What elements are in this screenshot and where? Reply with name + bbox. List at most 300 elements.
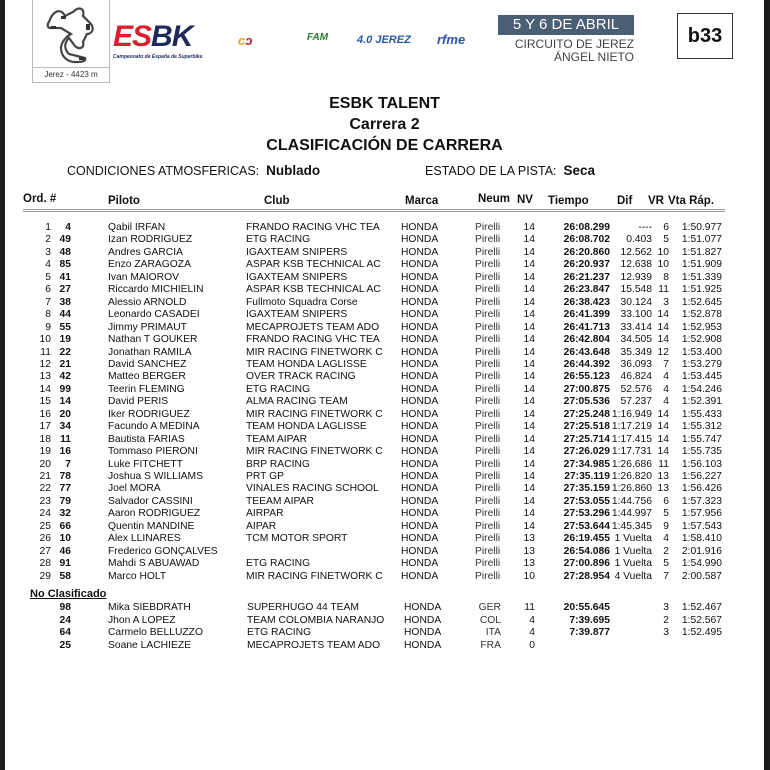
laps: 14 xyxy=(523,483,535,495)
manufacturer: HONDA xyxy=(401,495,439,507)
team-name: MIR RACING FINETWORK C xyxy=(246,346,383,358)
col-neum: Neum xyxy=(478,193,510,205)
laps: 13 xyxy=(523,545,535,557)
laps: 14 xyxy=(523,358,535,370)
gap: 1:17.415 xyxy=(611,433,652,445)
bike-number: 77 xyxy=(59,483,71,495)
bike-number: 98 xyxy=(59,602,71,613)
tyre-or-nation: FRA xyxy=(480,640,501,652)
result-row xyxy=(5,409,764,422)
position: 21 xyxy=(39,471,51,482)
position: 4 xyxy=(45,259,51,271)
table-header xyxy=(5,190,764,210)
total-time: 27:53.055 xyxy=(563,495,610,507)
total-time: 27:53.644 xyxy=(563,520,610,532)
manufacturer: HONDA xyxy=(401,520,439,532)
result-row xyxy=(5,371,764,384)
best-lap-time: 1:51.339 xyxy=(681,271,722,283)
gap: 1:17.219 xyxy=(611,421,652,433)
best-lap-number: 13 xyxy=(657,483,669,495)
result-row xyxy=(5,558,764,571)
weather-label: CONDICIONES ATMOSFERICAS: xyxy=(67,164,260,178)
gap: 12.638 xyxy=(620,259,652,271)
document-code: b33 xyxy=(677,13,733,59)
bike-number: 66 xyxy=(59,520,71,532)
manufacturer: HONDA xyxy=(401,284,439,296)
best-lap-number: 5 xyxy=(663,558,669,570)
laps: 14 xyxy=(523,433,535,445)
total-time: 26:23.847 xyxy=(563,284,610,296)
col-marca: Marca xyxy=(405,195,439,207)
manufacturer: HONDA xyxy=(401,421,439,433)
tyre-or-nation: Pirelli xyxy=(475,558,501,570)
team-name: OVER TRACK RACING xyxy=(246,371,356,383)
tyre-or-nation: GER xyxy=(478,602,501,613)
result-row xyxy=(5,247,764,260)
laps: 14 xyxy=(523,508,535,520)
gap: 1 Vuelta xyxy=(614,558,652,570)
laps: 14 xyxy=(523,421,535,433)
bike-number: 25 xyxy=(59,640,71,652)
weather-condition xyxy=(67,163,320,178)
bike-number: 48 xyxy=(59,246,71,258)
tyre-or-nation: Pirelli xyxy=(475,446,501,458)
rider-name: Alex LLINARES xyxy=(108,533,181,545)
tyre-or-nation: Pirelli xyxy=(475,495,501,507)
best-lap-number: 11 xyxy=(658,284,669,296)
tyre-or-nation: Pirelli xyxy=(475,246,501,258)
not-classified-row xyxy=(5,615,764,628)
manufacturer: HONDA xyxy=(404,627,442,639)
best-lap-time: 1:51.827 xyxy=(681,246,722,258)
position: 13 xyxy=(39,371,51,383)
total-time: 26:42.804 xyxy=(563,334,610,346)
gap: 12.562 xyxy=(620,246,652,258)
rider-name: Matteo BERGER xyxy=(108,371,186,383)
bike-number: 55 xyxy=(59,321,71,333)
best-lap-number: 12 xyxy=(657,346,669,358)
manufacturer: HONDA xyxy=(401,396,439,408)
best-lap-time: 1:58.410 xyxy=(681,533,722,545)
best-lap-time: 1:53.400 xyxy=(681,346,722,358)
team-name: MIR RACING FINETWORK C xyxy=(246,408,383,420)
result-row xyxy=(5,222,764,235)
tyre-or-nation: Pirelli xyxy=(475,421,501,433)
total-time: 27:35.159 xyxy=(563,483,610,495)
team-name: MÉCAPROJETS TEAM ADO xyxy=(247,640,381,652)
result-row xyxy=(5,546,764,559)
position: 19 xyxy=(39,446,51,458)
bike-number: 41 xyxy=(59,271,71,283)
rider-name: Bautista FARIAS xyxy=(108,433,185,445)
total-time: 27:53.296 xyxy=(563,508,610,520)
gap: 12.939 xyxy=(620,271,652,283)
team-name: FRANDO RACING VHC TEA xyxy=(246,334,380,346)
position: 29 xyxy=(39,570,51,582)
gap: 1:26.686 xyxy=(611,458,652,470)
gap: 33.100 xyxy=(620,309,652,321)
tyre-or-nation: COL xyxy=(479,614,501,626)
rider-name: Ivan MAIOROV xyxy=(108,271,179,283)
team-name: ASPAR KSB TECHNICAL AC xyxy=(246,259,381,271)
bike-number: 7 xyxy=(65,458,71,470)
laps: 14 xyxy=(523,446,535,458)
tyre-or-nation: Pirelli xyxy=(475,383,501,395)
manufacturer: HONDA xyxy=(401,483,439,495)
laps: 13 xyxy=(523,533,535,545)
gap: 33.414 xyxy=(620,321,652,333)
laps: 14 xyxy=(523,246,535,258)
total-time: 27:25.714 xyxy=(563,433,610,445)
tyre-or-nation: Pirelli xyxy=(475,296,501,308)
rider-name: Facundo A MEDINA xyxy=(108,421,200,433)
bike-number: 49 xyxy=(59,234,71,246)
bike-number: 44 xyxy=(59,309,71,321)
result-row xyxy=(5,496,764,509)
total-time: 26:43.648 xyxy=(563,346,610,358)
tyre-or-nation: Pirelli xyxy=(475,508,501,520)
bike-number: 34 xyxy=(59,421,71,433)
total-time: 27:28.954 xyxy=(563,570,610,582)
result-row xyxy=(5,272,764,285)
result-row xyxy=(5,259,764,272)
manufacturer: HONDA xyxy=(404,602,442,613)
document-titles xyxy=(5,93,764,156)
best-lap-number: 3 xyxy=(663,602,669,613)
laps: 14 xyxy=(523,284,535,296)
tyre-or-nation: Pirelli xyxy=(475,520,501,532)
rider-name: Frederico GONÇALVES xyxy=(108,545,218,557)
team-name: TEAM COLOMBIA NARANJO xyxy=(247,614,385,626)
team-name: TEAM AIPAR xyxy=(246,433,308,445)
gap: 57.237 xyxy=(620,396,652,408)
total-time: 26:44.392 xyxy=(563,358,610,370)
bike-number: 64 xyxy=(59,627,71,639)
rider-name: Andres GARCIA xyxy=(108,246,183,258)
best-lap-time: 1:55.433 xyxy=(681,408,722,420)
tyre-or-nation: Pirelli xyxy=(475,545,501,557)
bike-number: 19 xyxy=(59,334,71,346)
team-name: BRP RACING xyxy=(246,458,310,470)
manufacturer: HONDA xyxy=(401,458,439,470)
csd-logo: cɔ xyxy=(238,33,253,48)
position: 17 xyxy=(39,421,51,433)
bike-number: 78 xyxy=(59,471,71,482)
tyre-or-nation: Pirelli xyxy=(475,396,501,408)
best-lap-number: 7 xyxy=(663,358,669,370)
gap: 1:26.820 xyxy=(611,471,652,482)
rider-name: Joshua S WILLIAMS xyxy=(108,471,203,482)
result-row xyxy=(5,347,764,360)
tyre-or-nation: Pirelli xyxy=(475,533,501,545)
track-caption: Jerez - 4423 m xyxy=(33,67,109,82)
team-name: ETG RACING xyxy=(246,383,311,395)
rider-name: Salvador CASSINI xyxy=(108,495,193,507)
best-lap-time: 1:57.956 xyxy=(681,508,722,520)
gap: 1 Vuelta xyxy=(614,533,652,545)
team-name: PRT GP xyxy=(246,471,284,482)
team-name: IGAXTEAM SNIPERS xyxy=(246,309,348,321)
rider-name: Alessio ARNOLD xyxy=(108,296,187,308)
total-time: 26:21.237 xyxy=(563,271,610,283)
result-row xyxy=(5,446,764,459)
team-name: AIPAR xyxy=(246,520,277,532)
total-time: 7:39.695 xyxy=(569,614,610,626)
laps: 4 xyxy=(529,627,535,639)
position: 27 xyxy=(39,545,51,557)
total-time: 27:26.029 xyxy=(563,446,610,458)
position: 11 xyxy=(40,346,51,358)
total-time: 27:00.875 xyxy=(563,383,610,395)
rider-name: David PERIS xyxy=(108,396,169,408)
best-lap-time: 1:52.567 xyxy=(681,614,722,626)
result-row xyxy=(5,384,764,397)
best-lap-time: 2:00.587 xyxy=(681,570,722,582)
tyre-or-nation: Pirelli xyxy=(475,259,501,271)
result-row xyxy=(5,284,764,297)
best-lap-time: 1:52.908 xyxy=(681,334,722,346)
result-row xyxy=(5,434,764,447)
best-lap-time: 1:52.391 xyxy=(681,396,722,408)
tyre-or-nation: Pirelli xyxy=(475,570,501,582)
manufacturer: HONDA xyxy=(401,371,439,383)
best-lap-number: 14 xyxy=(657,408,669,420)
bike-number: 14 xyxy=(59,396,71,408)
result-row xyxy=(5,483,764,496)
team-name: SUPERHUGO 44 TEAM xyxy=(247,602,359,613)
best-lap-number: 14 xyxy=(657,421,669,433)
best-lap-number: 9 xyxy=(663,520,669,532)
rider-name: Riccardo MICHIELIN xyxy=(108,284,204,296)
position: 5 xyxy=(45,271,51,283)
rider-name: Jonathan RAMILA xyxy=(108,346,192,358)
bike-number: 58 xyxy=(59,570,71,582)
laps: 14 xyxy=(523,495,535,507)
total-time: 26:20.860 xyxy=(563,246,610,258)
best-lap-number: 4 xyxy=(663,383,669,395)
best-lap-number: 14 xyxy=(657,309,669,321)
col-club: Club xyxy=(264,195,290,207)
laps: 13 xyxy=(523,558,535,570)
manufacturer: HONDA xyxy=(401,471,439,482)
position: 25 xyxy=(39,520,51,532)
laps: 14 xyxy=(523,471,535,482)
team-name: ALMA RACING TEAM xyxy=(246,396,348,408)
best-lap-time: 1:56.227 xyxy=(681,471,722,482)
rider-name: Tommaso PIERONI xyxy=(108,446,198,458)
category-title: ESBK TALENT xyxy=(329,95,440,112)
bike-number: 32 xyxy=(59,508,71,520)
results-document xyxy=(5,0,764,770)
gap: 1:45.345 xyxy=(611,520,652,532)
result-row xyxy=(5,359,764,372)
result-row xyxy=(5,459,764,472)
team-name: TEAM HONDA LAGLISSE xyxy=(246,358,367,370)
total-time: 27:34.985 xyxy=(563,458,610,470)
position: 26 xyxy=(39,533,51,545)
best-lap-number: 14 xyxy=(657,334,669,346)
gap: 1:17.731 xyxy=(611,446,652,458)
rider-name: Mahdi S ABUAWAD xyxy=(108,558,200,570)
col-nv: NV xyxy=(517,194,533,206)
esbk-logo: ESBK Campeonato de España de Superbike xyxy=(113,22,225,62)
laps: 14 xyxy=(523,234,535,246)
bike-number: 91 xyxy=(59,558,71,570)
total-time: 26:08.299 xyxy=(563,222,610,233)
rfme-logo: rfme xyxy=(437,32,466,47)
col-piloto: Piloto xyxy=(108,195,140,207)
event-date: 5 Y 6 DE ABRIL xyxy=(498,15,634,35)
total-time: 26:55.123 xyxy=(563,371,610,383)
best-lap-time: 1:52.645 xyxy=(681,296,722,308)
best-lap-time: 1:51.925 xyxy=(681,284,722,296)
best-lap-number: 4 xyxy=(663,396,669,408)
team-name: TCM MOTOR SPORT xyxy=(246,533,348,545)
tyre-or-nation: Pirelli xyxy=(475,483,501,495)
rider-name: Nathan T GOUKER xyxy=(108,334,198,346)
best-lap-time: 1:53.279 xyxy=(681,358,722,370)
manufacturer: HONDA xyxy=(401,346,439,358)
gap: 1:44.756 xyxy=(611,495,652,507)
tyre-or-nation: Pirelli xyxy=(475,222,501,233)
result-row xyxy=(5,309,764,322)
tyre-or-nation: Pirelli xyxy=(475,321,501,333)
team-name: ASPAR KSB TECHNICAL AC xyxy=(246,284,381,296)
gap: 1 Vuelta xyxy=(614,545,652,557)
laps: 14 xyxy=(523,458,535,470)
manufacturer: HONDA xyxy=(401,309,439,321)
rider-name: Teerin FLEMING xyxy=(108,383,185,395)
laps: 14 xyxy=(523,309,535,321)
best-lap-time: 1:53.445 xyxy=(681,371,722,383)
team-name: TEAM HONDA LAGLISSE xyxy=(246,421,367,433)
total-time: 7:39.877 xyxy=(569,627,610,639)
best-lap-time: 1:57.323 xyxy=(681,495,722,507)
rider-name: Mika SIEBDRATH xyxy=(108,602,191,613)
bike-number: 38 xyxy=(59,296,71,308)
manufacturer: HONDA xyxy=(401,259,439,271)
bike-number: 42 xyxy=(59,371,71,383)
position: 3 xyxy=(45,246,51,258)
position: 22 xyxy=(39,483,51,495)
rider-name: Jimmy PRIMAUT xyxy=(108,321,187,333)
result-row xyxy=(5,234,764,247)
manufacturer: HONDA xyxy=(401,334,439,346)
result-row xyxy=(5,521,764,534)
rider-name: Quentin MANDINE xyxy=(108,520,195,532)
rider-name: David SANCHEZ xyxy=(108,358,187,370)
gap: 1:16.949 xyxy=(611,408,652,420)
header-divider xyxy=(23,209,725,210)
position: 24 xyxy=(39,508,51,520)
gap: 52.576 xyxy=(620,383,652,395)
gap: 15.548 xyxy=(620,284,652,296)
gap: 4 Vuelta xyxy=(614,570,652,582)
laps: 14 xyxy=(523,520,535,532)
rider-name: Enzo ZARAGOZA xyxy=(108,259,191,271)
tyre-or-nation: Pirelli xyxy=(475,433,501,445)
laps: 10 xyxy=(523,570,535,582)
rider-name: Jhon A LOPEZ xyxy=(108,614,176,626)
bike-number: 4 xyxy=(65,222,71,233)
position: 2 xyxy=(45,234,51,246)
team-name: AIRPAR xyxy=(246,508,284,520)
fam-logo: FAM xyxy=(307,32,329,43)
rider-name: Soane LACHIEZE xyxy=(108,640,191,652)
gap: ---- xyxy=(638,222,652,233)
team-name: MÉCAPROJETS TEAM ADO xyxy=(246,321,380,333)
best-lap-number: 8 xyxy=(663,271,669,283)
weather-value: Nublado xyxy=(266,163,321,178)
tyre-or-nation: Pirelli xyxy=(475,358,501,370)
header-divider-2 xyxy=(23,211,725,212)
manufacturer: HONDA xyxy=(404,614,442,626)
circuit-line-2: ÁNGEL NIETO xyxy=(553,50,634,64)
tyre-or-nation: Pirelli xyxy=(475,346,501,358)
best-lap-time: 1:52.953 xyxy=(681,321,722,333)
laps: 14 xyxy=(523,334,535,346)
team-name: VIÑALES RACING SCHOOL xyxy=(246,483,379,495)
result-row xyxy=(5,396,764,409)
laps: 14 xyxy=(523,222,535,233)
col-ord: Ord. # xyxy=(23,193,57,205)
team-name: IGAXTEAM SNIPERS xyxy=(246,246,348,258)
team-name: Fullmoto Squadra Corse xyxy=(246,296,358,308)
rider-name: Carmelo BELLUZZO xyxy=(108,627,203,639)
not-classified-row xyxy=(5,602,764,615)
best-lap-number: 14 xyxy=(657,433,669,445)
position: 9 xyxy=(45,321,51,333)
track-value: Seca xyxy=(563,163,596,178)
track-label: ESTADO DE LA PISTA: xyxy=(425,164,557,178)
best-lap-number: 6 xyxy=(663,222,669,233)
tyre-or-nation: Pirelli xyxy=(475,408,501,420)
manufacturer: HONDA xyxy=(401,271,439,283)
total-time: 26:54.086 xyxy=(563,545,610,557)
position: 1 xyxy=(45,222,51,233)
bike-number: 27 xyxy=(59,284,71,296)
laps: 14 xyxy=(523,408,535,420)
best-lap-time: 1:51.077 xyxy=(681,234,722,246)
best-lap-number: 5 xyxy=(663,234,669,246)
total-time: 26:38.423 xyxy=(563,296,610,308)
best-lap-number: 14 xyxy=(657,446,669,458)
best-lap-number: 3 xyxy=(663,296,669,308)
col-tiempo: Tiempo xyxy=(548,195,589,207)
jerez-circuit-logo: 4.0 JEREZ xyxy=(357,34,411,46)
result-row xyxy=(5,322,764,335)
total-time: 27:25.518 xyxy=(563,421,610,433)
gap: 1:44.997 xyxy=(611,508,652,520)
laps: 11 xyxy=(524,602,535,613)
laps: 14 xyxy=(523,259,535,271)
total-time: 26:19.455 xyxy=(563,533,610,545)
rider-name: Aaron RODRIGUEZ xyxy=(108,508,201,520)
manufacturer: HONDA xyxy=(401,321,439,333)
best-lap-number: 2 xyxy=(663,545,669,557)
not-classified-row xyxy=(5,640,764,653)
gap: 34.505 xyxy=(620,334,652,346)
manufacturer: HONDA xyxy=(401,446,439,458)
best-lap-number: 5 xyxy=(663,508,669,520)
best-lap-number: 7 xyxy=(663,570,669,582)
not-classified-title: No Clasificado xyxy=(30,588,107,600)
best-lap-time: 1:56.103 xyxy=(681,458,722,470)
best-lap-number: 13 xyxy=(657,471,669,482)
gap: 35.349 xyxy=(620,346,652,358)
circuit-name xyxy=(498,38,634,64)
circuit-layout-icon xyxy=(39,2,103,66)
